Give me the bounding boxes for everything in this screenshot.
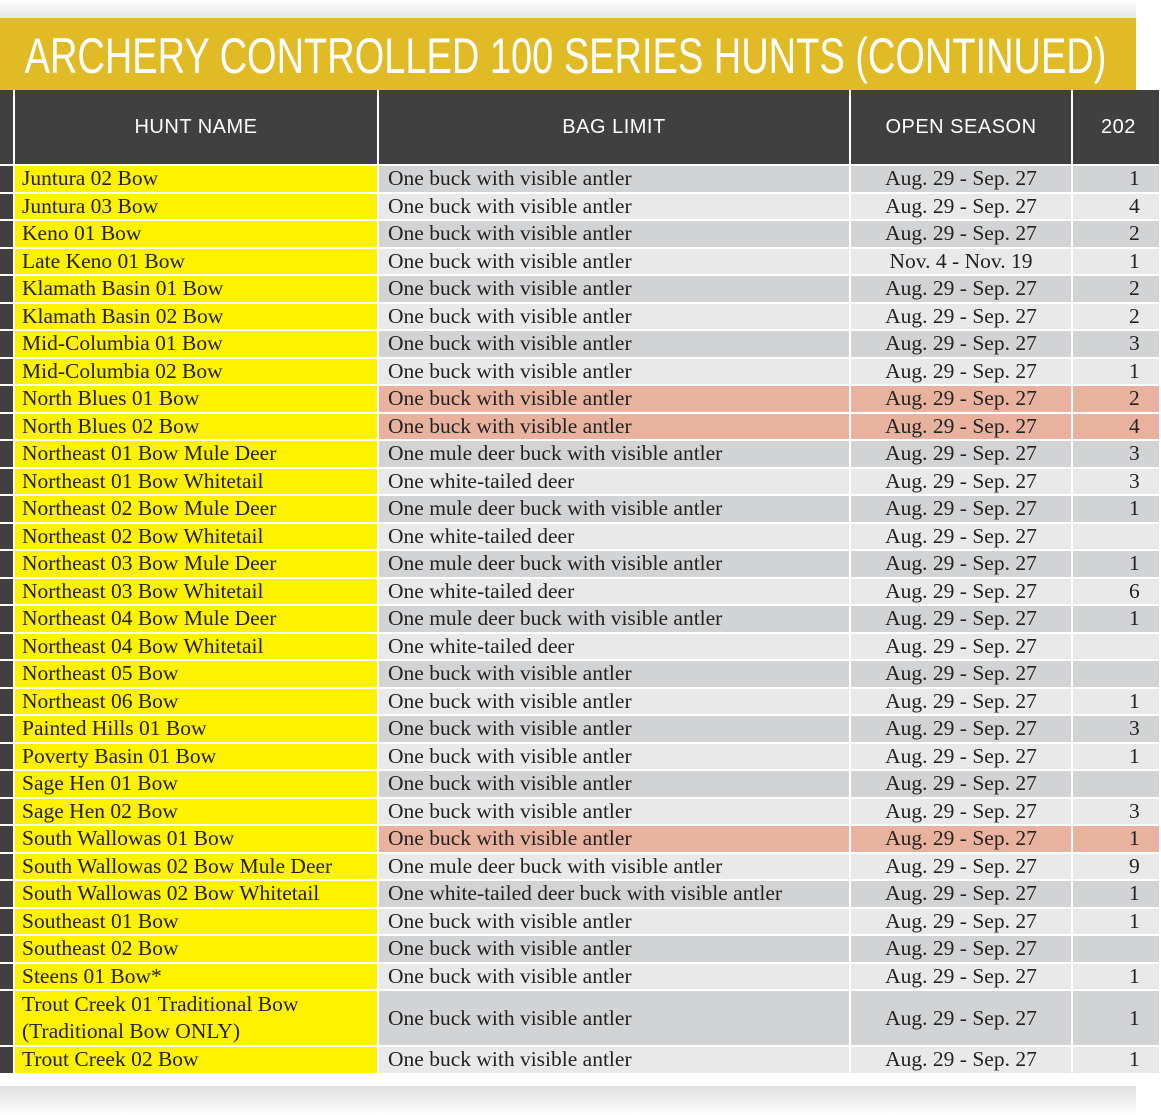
row-edge <box>0 688 14 716</box>
bag-limit-cell: One buck with visible antler <box>378 770 850 798</box>
bag-limit-cell: One buck with visible antler <box>378 275 850 303</box>
open-season-cell: Aug. 29 - Sep. 27 <box>850 770 1072 798</box>
hunt-name-cell: Juntura 02 Bow <box>14 165 378 193</box>
bag-limit-cell: One buck with visible antler <box>378 358 850 386</box>
page-shadow-top <box>0 0 1136 18</box>
open-season-cell: Aug. 29 - Sep. 27 <box>850 165 1072 193</box>
count-cell <box>1072 633 1160 661</box>
bag-limit-cell: One white-tailed deer <box>378 468 850 496</box>
count-cell: 1 <box>1072 825 1160 853</box>
open-season-cell: Aug. 29 - Sep. 27 <box>850 413 1072 441</box>
hunt-name-cell: Southeast 02 Bow <box>14 935 378 963</box>
bag-limit-cell: One buck with visible antler <box>378 248 850 276</box>
hunt-name-cell: Northeast 01 Bow Mule Deer <box>14 440 378 468</box>
hunt-name-cell: Juntura 03 Bow <box>14 193 378 221</box>
count-cell <box>1072 660 1160 688</box>
bag-limit-cell: One buck with visible antler <box>378 413 850 441</box>
bag-limit-cell: One buck with visible antler <box>378 798 850 826</box>
count-cell: 3 <box>1072 798 1160 826</box>
bag-limit-cell: One buck with visible antler <box>378 385 850 413</box>
bag-limit-cell: One buck with visible antler <box>378 935 850 963</box>
open-season-cell: Aug. 29 - Sep. 27 <box>850 330 1072 358</box>
hunts-table-container <box>0 90 1140 1086</box>
bag-limit-cell: One buck with visible antler <box>378 990 850 1046</box>
open-season-cell: Nov. 4 - Nov. 19 <box>850 248 1072 276</box>
bag-limit-cell: One buck with visible antler <box>378 743 850 771</box>
table-row <box>0 165 1160 193</box>
table-row <box>0 303 1160 331</box>
table-row <box>0 715 1160 743</box>
bag-limit-cell: One buck with visible antler <box>378 220 850 248</box>
table-row <box>0 385 1160 413</box>
table-row <box>0 990 1160 1046</box>
table-row <box>0 358 1160 386</box>
table-row <box>0 495 1160 523</box>
open-season-cell: Aug. 29 - Sep. 27 <box>850 825 1072 853</box>
count-cell: 3 <box>1072 330 1160 358</box>
hunt-name-cell: South Wallowas 01 Bow <box>14 825 378 853</box>
row-edge <box>0 880 14 908</box>
open-season-cell: Aug. 29 - Sep. 27 <box>850 853 1072 881</box>
hunt-name-cell: Keno 01 Bow <box>14 220 378 248</box>
table-row <box>0 660 1160 688</box>
count-cell: 1 <box>1072 743 1160 771</box>
row-edge <box>0 990 14 1046</box>
count-cell: 1 <box>1072 1046 1160 1073</box>
hunt-name-cell: Sage Hen 02 Bow <box>14 798 378 826</box>
header-edge <box>0 90 14 165</box>
open-season-cell: Aug. 29 - Sep. 27 <box>850 1046 1072 1073</box>
row-edge <box>0 743 14 771</box>
count-cell <box>1072 523 1160 551</box>
table-row <box>0 825 1160 853</box>
row-edge <box>0 908 14 936</box>
hunt-name-cell: Klamath Basin 02 Bow <box>14 303 378 331</box>
table-row <box>0 770 1160 798</box>
row-edge <box>0 550 14 578</box>
open-season-cell: Aug. 29 - Sep. 27 <box>850 220 1072 248</box>
count-cell: 3 <box>1072 468 1160 496</box>
count-cell: 2 <box>1072 220 1160 248</box>
hunt-name-cell: Poverty Basin 01 Bow <box>14 743 378 771</box>
open-season-cell: Aug. 29 - Sep. 27 <box>850 550 1072 578</box>
count-cell <box>1072 770 1160 798</box>
hunt-name-cell: Northeast 03 Bow Mule Deer <box>14 550 378 578</box>
open-season-cell: Aug. 29 - Sep. 27 <box>850 468 1072 496</box>
bag-limit-cell: One white-tailed deer <box>378 578 850 606</box>
table-row <box>0 633 1160 661</box>
open-season-cell: Aug. 29 - Sep. 27 <box>850 660 1072 688</box>
count-cell: 1 <box>1072 165 1160 193</box>
open-season-cell: Aug. 29 - Sep. 27 <box>850 908 1072 936</box>
row-edge <box>0 330 14 358</box>
open-season-cell: Aug. 29 - Sep. 27 <box>850 935 1072 963</box>
row-edge <box>0 578 14 606</box>
open-season-cell: Aug. 29 - Sep. 27 <box>850 798 1072 826</box>
bag-limit-cell: One mule deer buck with visible antler <box>378 440 850 468</box>
row-edge <box>0 660 14 688</box>
count-cell: 3 <box>1072 715 1160 743</box>
hunt-name-cell: Mid-Columbia 01 Bow <box>14 330 378 358</box>
count-cell: 1 <box>1072 605 1160 633</box>
row-edge <box>0 495 14 523</box>
table-row <box>0 605 1160 633</box>
open-season-cell: Aug. 29 - Sep. 27 <box>850 303 1072 331</box>
hunt-name-cell: Trout Creek 02 Bow <box>14 1046 378 1073</box>
open-season-cell: Aug. 29 - Sep. 27 <box>850 605 1072 633</box>
hunt-name-cell: Northeast 05 Bow <box>14 660 378 688</box>
open-season-cell: Aug. 29 - Sep. 27 <box>850 990 1072 1046</box>
row-edge <box>0 303 14 331</box>
open-season-cell: Aug. 29 - Sep. 27 <box>850 743 1072 771</box>
row-edge <box>0 385 14 413</box>
bag-limit-cell: One buck with visible antler <box>378 660 850 688</box>
bag-limit-cell: One mule deer buck with visible antler <box>378 853 850 881</box>
hunt-name-cell: South Wallowas 02 Bow Whitetail <box>14 880 378 908</box>
page-title: ARCHERY CONTROLLED 100 SERIES HUNTS (CONTINUED) <box>24 28 1106 84</box>
header-open-season: OPEN SEASON <box>850 90 1072 165</box>
hunt-name-cell: Steens 01 Bow* <box>14 963 378 991</box>
table-header-row <box>0 90 1160 165</box>
bag-limit-cell: One mule deer buck with visible antler <box>378 550 850 578</box>
row-edge <box>0 413 14 441</box>
open-season-cell: Aug. 29 - Sep. 27 <box>850 715 1072 743</box>
hunt-name-cell: Klamath Basin 01 Bow <box>14 275 378 303</box>
open-season-cell: Aug. 29 - Sep. 27 <box>850 495 1072 523</box>
hunt-name-cell: South Wallowas 02 Bow Mule Deer <box>14 853 378 881</box>
bag-limit-cell: One white-tailed deer <box>378 633 850 661</box>
row-edge <box>0 468 14 496</box>
count-cell: 9 <box>1072 853 1160 881</box>
hunt-name-cell: Northeast 01 Bow Whitetail <box>14 468 378 496</box>
bag-limit-cell: One buck with visible antler <box>378 193 850 221</box>
table-row <box>0 550 1160 578</box>
hunt-name-cell: Northeast 04 Bow Whitetail <box>14 633 378 661</box>
row-edge <box>0 633 14 661</box>
table-row <box>0 798 1160 826</box>
open-season-cell: Aug. 29 - Sep. 27 <box>850 963 1072 991</box>
table-row <box>0 743 1160 771</box>
bag-limit-cell: One buck with visible antler <box>378 303 850 331</box>
count-cell: 1 <box>1072 550 1160 578</box>
table-row <box>0 248 1160 276</box>
row-edge <box>0 605 14 633</box>
count-cell: 1 <box>1072 358 1160 386</box>
row-edge <box>0 963 14 991</box>
row-edge <box>0 193 14 221</box>
bag-limit-cell: One white-tailed deer <box>378 523 850 551</box>
bag-limit-cell: One mule deer buck with visible antler <box>378 495 850 523</box>
bag-limit-cell: One buck with visible antler <box>378 908 850 936</box>
hunt-name-cell: North Blues 02 Bow <box>14 413 378 441</box>
count-cell: 1 <box>1072 495 1160 523</box>
page-shadow-bottom <box>0 1086 1136 1115</box>
row-edge <box>0 358 14 386</box>
open-season-cell: Aug. 29 - Sep. 27 <box>850 523 1072 551</box>
bag-limit-cell: One buck with visible antler <box>378 688 850 716</box>
hunt-name-cell: North Blues 01 Bow <box>14 385 378 413</box>
bag-limit-cell: One buck with visible antler <box>378 825 850 853</box>
table-row <box>0 908 1160 936</box>
count-cell: 2 <box>1072 303 1160 331</box>
bag-limit-cell: One buck with visible antler <box>378 330 850 358</box>
bag-limit-cell: One buck with visible antler <box>378 165 850 193</box>
open-season-cell: Aug. 29 - Sep. 27 <box>850 633 1072 661</box>
row-edge <box>0 440 14 468</box>
table-row <box>0 413 1160 441</box>
row-edge <box>0 798 14 826</box>
count-cell: 2 <box>1072 275 1160 303</box>
count-cell: 4 <box>1072 193 1160 221</box>
table-row <box>0 275 1160 303</box>
open-season-cell: Aug. 29 - Sep. 27 <box>850 358 1072 386</box>
table-body <box>0 165 1160 1073</box>
header-count: 202 <box>1072 90 1160 165</box>
row-edge <box>0 220 14 248</box>
table-row <box>0 880 1160 908</box>
hunt-name-cell: Northeast 06 Bow <box>14 688 378 716</box>
count-cell: 6 <box>1072 578 1160 606</box>
open-season-cell: Aug. 29 - Sep. 27 <box>850 578 1072 606</box>
row-edge <box>0 1046 14 1073</box>
table-row <box>0 330 1160 358</box>
hunt-name-cell: Trout Creek 01 Traditional Bow (Traditional Bow ONLY) <box>14 990 378 1046</box>
bag-limit-cell: One buck with visible antler <box>378 1046 850 1073</box>
hunt-name-cell: Sage Hen 01 Bow <box>14 770 378 798</box>
bag-limit-cell: One white-tailed deer buck with visible antler <box>378 880 850 908</box>
row-edge <box>0 935 14 963</box>
hunt-name-cell: Northeast 02 Bow Whitetail <box>14 523 378 551</box>
hunt-name-cell: Northeast 02 Bow Mule Deer <box>14 495 378 523</box>
table-row <box>0 193 1160 221</box>
table-row <box>0 578 1160 606</box>
header-bag-limit: BAG LIMIT <box>378 90 850 165</box>
row-edge <box>0 165 14 193</box>
table-row <box>0 963 1160 991</box>
hunt-name-cell: Painted Hills 01 Bow <box>14 715 378 743</box>
hunts-table <box>0 90 1161 1073</box>
bag-limit-cell: One mule deer buck with visible antler <box>378 605 850 633</box>
open-season-cell: Aug. 29 - Sep. 27 <box>850 440 1072 468</box>
count-cell: 3 <box>1072 440 1160 468</box>
open-season-cell: Aug. 29 - Sep. 27 <box>850 275 1072 303</box>
table-row <box>0 1046 1160 1073</box>
table-row <box>0 853 1160 881</box>
open-season-cell: Aug. 29 - Sep. 27 <box>850 193 1072 221</box>
hunt-name-cell: Northeast 04 Bow Mule Deer <box>14 605 378 633</box>
title-banner <box>0 18 1136 90</box>
count-cell: 1 <box>1072 688 1160 716</box>
open-season-cell: Aug. 29 - Sep. 27 <box>850 688 1072 716</box>
hunt-name-cell: Mid-Columbia 02 Bow <box>14 358 378 386</box>
table-row <box>0 468 1160 496</box>
count-cell: 1 <box>1072 963 1160 991</box>
bag-limit-cell: One buck with visible antler <box>378 963 850 991</box>
count-cell <box>1072 935 1160 963</box>
table-row <box>0 440 1160 468</box>
row-edge <box>0 523 14 551</box>
count-cell: 4 <box>1072 413 1160 441</box>
hunt-name-cell: Southeast 01 Bow <box>14 908 378 936</box>
table-row <box>0 688 1160 716</box>
table-row <box>0 935 1160 963</box>
row-edge <box>0 248 14 276</box>
count-cell: 2 <box>1072 385 1160 413</box>
row-edge <box>0 825 14 853</box>
header-hunt-name: HUNT NAME <box>14 90 378 165</box>
hunt-name-cell: Late Keno 01 Bow <box>14 248 378 276</box>
hunt-name-cell: Northeast 03 Bow Whitetail <box>14 578 378 606</box>
row-edge <box>0 715 14 743</box>
count-cell: 1 <box>1072 990 1160 1046</box>
open-season-cell: Aug. 29 - Sep. 27 <box>850 385 1072 413</box>
count-cell: 1 <box>1072 880 1160 908</box>
table-row <box>0 220 1160 248</box>
table-row <box>0 523 1160 551</box>
open-season-cell: Aug. 29 - Sep. 27 <box>850 880 1072 908</box>
bag-limit-cell: One buck with visible antler <box>378 715 850 743</box>
count-cell: 1 <box>1072 248 1160 276</box>
row-edge <box>0 770 14 798</box>
row-edge <box>0 275 14 303</box>
row-edge <box>0 853 14 881</box>
count-cell: 1 <box>1072 908 1160 936</box>
